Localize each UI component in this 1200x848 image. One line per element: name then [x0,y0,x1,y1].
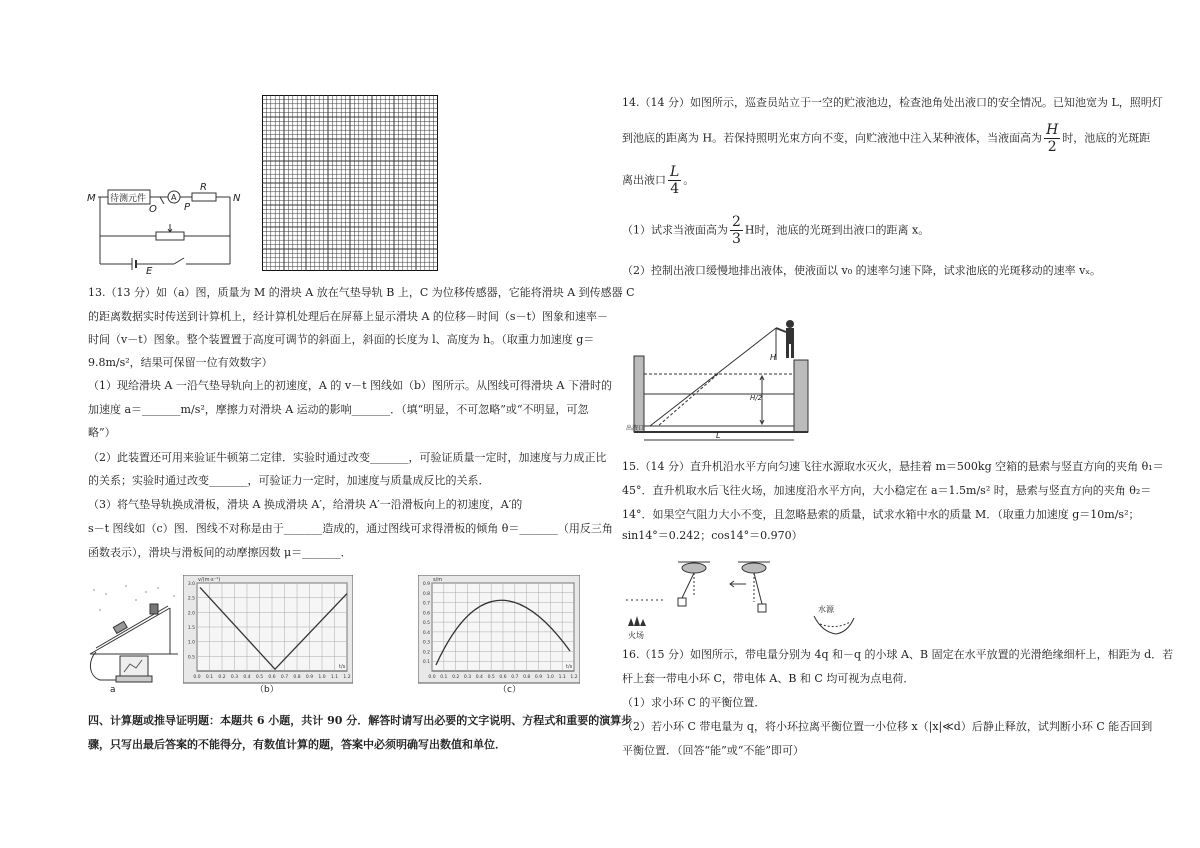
circuit-label-m: M [87,193,96,204]
x-tick-label: 0.7 [511,675,519,680]
q15-line-1: 15.（14 分）直升机沿水平方向匀速飞往水源取水灭火，悬挂着 m＝500kg 空箱的悬索与竖直方向的夹角 θ₁＝ [622,460,1164,473]
q14-line-3 [622,164,694,197]
x-tick-label: 1.0 [318,675,326,680]
figure-b-label: （b） [255,685,279,693]
y-tick-label: 2.5 [187,596,195,602]
x-tick-label: 0.4 [475,675,483,680]
q13-line-5: （1）现给滑块 A 一沿气垫导轨向上的初速度，A 的 v－t 图线如（b）图所示。从图线可得滑块 A 下滑时的 [88,379,612,392]
circuit-diagram [86,180,258,274]
q13-line-10: （3）将气垫导轨换成滑板，滑块 A 换成滑块 A′，给滑块 A′一沿滑板向上的初速度，A′的 [88,498,523,511]
q13-line-12: 函数表示），滑块与滑板间的动摩擦因数 μ＝_______． [88,546,352,559]
figure-b-xunit: t/s [339,664,346,670]
q14-line-4-a: （1）试求当液面高为 [622,223,728,237]
circuit-label-n: N [233,193,241,204]
circuit-label-e: E [146,266,153,274]
q13-line-3: 时间（v－t）图象。整个装置置于高度可调节的斜面上，斜面的长度为 l、高度为 h。（取重力加速度 g＝ [88,333,595,346]
figure-a-label: a [110,685,116,695]
x-tick-label: 0.5 [487,675,495,680]
figure-a-apparatus [86,580,182,696]
circuit-label-a: A [171,193,177,202]
figure-c-ylabel: s/m [433,577,443,583]
x-tick-label: 0.1 [205,675,214,680]
x-tick-label: 0.3 [463,675,472,680]
x-tick-label: 0.9 [305,675,314,680]
y-tick-label: 0.3 [422,640,430,646]
q16-line-3: （1）求小环 C 的平衡位置． [622,696,766,709]
x-tick-label: 0.5 [255,675,264,680]
q14-line-4-b: H时，池底的光斑到出液口的距离 x。 [744,223,930,237]
y-tick-label: 0.5 [422,621,430,627]
circuit-label-element: 待测元件 [110,194,147,204]
q14-line-4 [622,214,929,247]
q13-line-1: 13.（13 分）如（a）图，质量为 M 的滑块 A 放在气垫导轨 B 上，C 为位移传感器，它能将滑块 A 到传感器 C [88,286,635,299]
x-tick-label: 0.9 [534,675,543,680]
q14-pool-figure [626,316,824,442]
figure-c-st-graph [418,575,580,693]
figure-c-xunit: t/s [566,664,573,670]
q14-line-3-a: 离出液口 [622,173,666,187]
q15-line-4: sin14°＝0.242；cos14°＝0.970） [622,529,803,542]
x-tick-label: 0.2 [452,675,460,680]
x-tick-label: 1.2 [570,675,578,680]
q16-line-1: 16.（15 分）如图所示，带电量分别为 4q 和－q 的小球 A、B 固定在水平放置的光滑绝缘细杆上，相距为 d．若 [622,648,1174,661]
y-tick-label: 0.6 [422,611,430,617]
x-tick-label: 0.6 [268,675,276,680]
y-tick-label: 0.2 [422,650,430,656]
x-tick-label: 0.3 [230,675,239,680]
x-tick-label: 0.6 [499,675,507,680]
circuit-label-p: P [184,202,191,213]
q15-fig-label-fire: 火场 [628,631,644,640]
x-tick-label: 0.1 [440,675,448,680]
q14-line-3-b: 。 [683,173,695,187]
x-tick-label: 0.7 [280,675,289,680]
q14-fig-label-l: L [716,431,721,440]
q14-fig-label-outlet: 出液口 [626,425,645,432]
y-tick-label: 0.8 [422,591,430,597]
q13-line-2: 的距离数据实时传送到计算机上，经计算机处理后在屏幕上显示滑块 A 的位移－时间（s－t）图象和速率－ [88,310,608,323]
x-tick-label: 0.4 [243,675,251,680]
y-tick-label: 0.7 [422,601,430,607]
q14-line-1: 14.（14 分）如图所示，巡查员站立于一空的贮液池边，检查池角处出液口的安全情况。已知池宽为 L，照明灯 [622,96,1163,109]
q16-line-2: 杆上套一带电小环 C，带电体 A、B 和 C 均可视为点电荷． [622,672,915,685]
x-tick-label: 1.1 [330,675,339,680]
section-4-heading-line-1: 四、计算题或推导证明题：本题共 6 小题，共计 90 分．解答时请写出必要的文字说明、方程式和重要的演算步 [88,714,633,727]
x-tick-label: 0.8 [293,675,301,680]
y-tick-label: 0.9 [422,582,430,587]
q13-line-9: 的关系；实验时通过改变_______，可验证力一定时，加速度与质量成反比的关系． [88,474,490,487]
x-tick-label: 0.0 [193,675,201,680]
y-tick-label: 1.0 [187,640,195,646]
q15-helicopter-figure [626,556,856,642]
y-tick-label: 0.4 [422,630,430,636]
figure-b-vt-graph [183,575,353,693]
q14-fig-label-h2: H/2 [750,394,763,402]
circuit-label-o: O [149,204,157,215]
y-tick-label: 2.0 [187,611,195,617]
x-tick-label: 0.2 [218,675,226,680]
y-tick-label: 1.5 [187,626,195,631]
x-tick-label: 1.0 [546,675,554,680]
q16-line-4: （2）若小环 C 带电量为 q，将小环拉离平衡位置一小位移 x（|x|≪d）后静止释放，试判断小环 C 能否回到 [622,720,1153,733]
y-tick-label: 0.1 [422,660,430,666]
q13-line-6: 加速度 a＝_______m/s²，摩擦力对滑块 A 运动的影响_______．（填“明显，不可忽略”或“不明显，可忽 [88,403,589,416]
figure-b-ylabel: v/(m·s⁻¹) [198,577,221,583]
q13-line-4: 9.8m/s²，结果可保留一位有效数字） [88,356,273,369]
x-tick-label: 0.8 [523,675,531,680]
x-tick-label: 1.1 [558,675,566,680]
q14-fig-label-h: H [770,353,777,362]
q14-line-2 [622,122,1150,155]
x-tick-label: 1.2 [343,675,351,680]
section-4-heading-line-2: 骤，只写出最后答案的不能得分，有数值计算的题，答案中必须明确写出数值和单位． [88,738,506,751]
q15-line-2: 45°．直升机取水后飞往火场，加速度沿水平方向，大小稳定在 a＝1.5m/s² 时，悬索与竖直方向的夹角 θ₂＝ [622,484,1152,497]
q14-line-2-b: 时，池底的光斑距 [1062,131,1151,145]
fraction-l-over-4: $\frac{L}{4}$ [670,164,680,197]
q13-line-11: s－t 图线如（c）图．图线不对称是由于_______造成的，通过图线可求得滑板的倾角 θ＝_______（用反三角 [88,522,613,535]
x-tick-label: 0.0 [428,675,436,680]
y-tick-label: 0.5 [187,655,195,661]
fraction-h-over-2: $\frac{H}{2}$ [1046,122,1059,155]
q14-line-5: （2）控制出液口缓慢地排出液体，使液面以 v₀ 的速率匀速下降，试求池底的光斑移动的速率 vₓ。 [622,264,1101,277]
y-tick-label: 3.0 [187,582,195,587]
figure-c-label: （c） [498,685,521,693]
q13-line-8: （2）此装置还可用来验证牛顿第二定律．实验时通过改变_______，可验证质量一定时，加速度与力成正比 [88,451,607,464]
q13-line-7: 略”） [88,426,116,439]
fraction-2-over-3: $\frac{2}{3}$ [732,214,741,247]
q14-line-2-a: 到池底的距离为 H。若保持照明光束方向不变，向贮液池中注入某种液体，当液面高为 [622,131,1043,145]
q15-line-3: 14°．如果空气阻力大小不变，且忽略悬索的质量，试求水箱中水的质量 M．（取重力加速度 g＝10m/s²； [622,508,1140,521]
circuit-label-r: R [200,182,207,193]
graph-paper-grid [262,95,438,271]
q16-line-5: 平衡位置．（回答“能”或“不能”即可） [622,744,804,757]
q15-fig-label-water: 水源 [818,605,834,614]
